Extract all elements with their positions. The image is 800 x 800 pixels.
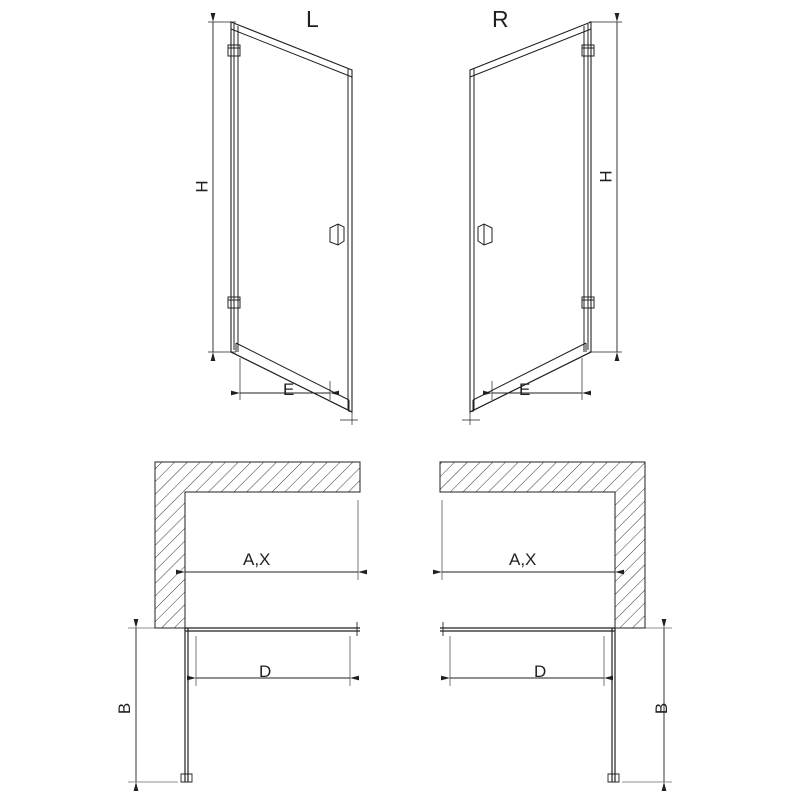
variant-label-right: R <box>492 6 509 32</box>
elevation-right-group <box>462 22 622 425</box>
variant-label-left: L <box>306 6 319 32</box>
dimension-label-ax-left: A,X <box>243 550 271 569</box>
plan-left-group <box>128 462 360 782</box>
dimension-label-d-left: D <box>259 662 272 681</box>
dimension-label-h-right: H <box>596 170 616 183</box>
dimension-label-e-right: E <box>519 380 531 399</box>
dimension-label-e-left: E <box>283 380 295 399</box>
dimension-label-b-right: B <box>652 702 672 715</box>
dimension-label-d-right: D <box>534 662 547 681</box>
elevation-left-group <box>208 22 358 425</box>
dimension-label-ax-right: A,X <box>509 550 537 569</box>
plan-right-group <box>440 462 672 782</box>
dimension-label-b-left: B <box>115 702 135 715</box>
dimension-label-h-left: H <box>192 180 212 193</box>
